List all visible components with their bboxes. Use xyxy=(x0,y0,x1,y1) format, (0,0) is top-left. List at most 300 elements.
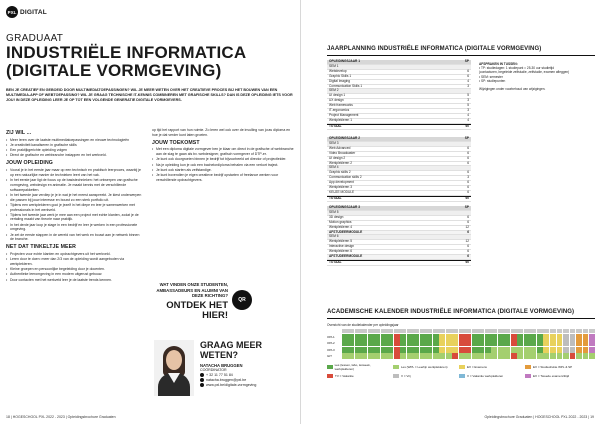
legend-swatch xyxy=(393,374,399,378)
calendar-week-header xyxy=(478,329,484,333)
web-icon xyxy=(200,383,204,387)
calendar-cell xyxy=(394,334,400,340)
calendar-cell xyxy=(589,353,595,359)
legend-label: EX = Studiedrukte WPL & SP xyxy=(533,365,573,370)
note-line: Wijzigingen onder voorbehoud van wijzigingen. xyxy=(479,87,546,92)
table-row: UI design 2 6 xyxy=(329,155,469,160)
calendar-cell xyxy=(550,334,556,340)
notes-box xyxy=(479,62,595,91)
calendar-cell xyxy=(498,340,504,346)
calendar-week-header xyxy=(374,329,380,333)
calendar-cell xyxy=(583,347,589,353)
list-item: • Je kunt ook doorgroeien binnen je bedrijf tot bijvoorbeeld art director of projectleider. xyxy=(152,157,294,162)
legend-swatch xyxy=(327,374,333,378)
calendar-week-header xyxy=(504,329,510,333)
calendar-week-header xyxy=(517,329,523,333)
calendar-cell xyxy=(485,334,491,340)
table-row: TOTAAL 60 xyxy=(329,195,469,200)
calendar-cell xyxy=(557,334,563,340)
section-rule-2 xyxy=(327,318,595,319)
calendar-cell xyxy=(355,340,361,346)
calendar-cell xyxy=(472,340,478,346)
contact-web[interactable] xyxy=(200,383,296,387)
calendar-cell xyxy=(517,347,523,353)
legend-label: Les (lessen, labo, lesweek, werkplekleren) xyxy=(334,363,371,372)
calendar-cell xyxy=(459,353,465,359)
phone-icon xyxy=(200,373,204,377)
calendar-cell xyxy=(550,340,556,346)
calendar-cell xyxy=(413,353,419,359)
calendar-cell xyxy=(420,334,426,340)
table-row: Werkplekleren 6 6 xyxy=(329,249,469,254)
legend-swatch xyxy=(327,365,333,369)
legend-item xyxy=(393,363,453,371)
calendar-cell xyxy=(557,340,563,346)
note-line: • SEM: semester xyxy=(479,74,503,79)
calendar-cell xyxy=(381,334,387,340)
calendar-cell xyxy=(498,353,504,359)
table-row: Werkplekleren 1 4 xyxy=(329,117,469,122)
calendar-cell xyxy=(550,353,556,359)
calendar-cell xyxy=(576,347,582,353)
table-row: TOTAAL 60 xyxy=(329,123,469,128)
legend-label: V = Vrij xyxy=(401,374,411,379)
calendar-cell xyxy=(452,353,458,359)
table-row: Interactive design 6 xyxy=(329,244,469,249)
table-row: UX design 3 xyxy=(329,98,469,103)
calendar-cell xyxy=(348,353,354,359)
calendar-week-header xyxy=(491,329,497,333)
calendar-cell xyxy=(355,334,361,340)
calendar-cell xyxy=(550,347,556,353)
list-item: • Kleine groepen en persoonlijke begeleiding door je docenten. xyxy=(6,267,144,272)
table-row: Graphic Skills 1 6 xyxy=(329,73,469,78)
list-item: • Tijdens een werkplekleren gooi je jezelf in het diepe en leer je samenwerken met professionals in het werkveld. xyxy=(6,203,144,213)
calendar-cell xyxy=(426,340,432,346)
promo-cta: ONTDEK HET HIER! xyxy=(166,299,228,321)
list-item: • Authentieke leeromgeving in een modern uitgerust gebouw. xyxy=(6,272,144,277)
calendar-week-header xyxy=(550,329,556,333)
calendar-cell xyxy=(368,340,374,346)
legend-label: TV = Vakantie xyxy=(335,374,354,379)
list-item: • Door contacten met het werkveld leer je de laatste trends kennen. xyxy=(6,278,144,283)
logo-text: DIGITAL xyxy=(20,8,47,16)
legend-item xyxy=(525,374,585,378)
calendar-cell xyxy=(537,347,543,353)
calendar-cell xyxy=(426,353,432,359)
calendar-cell xyxy=(537,353,543,359)
calendar-cell xyxy=(537,334,543,340)
calendar-row-label: OPL2 xyxy=(327,341,335,346)
list-item: • Je kunt ook starten als zelfstandige. xyxy=(152,168,294,173)
calendar-week-header xyxy=(498,329,504,333)
table-row: TOTAAL 60 xyxy=(329,259,469,264)
contact-title: GRAAG MEER WETEN? xyxy=(200,340,263,360)
list-jouw-opleiding xyxy=(6,168,144,242)
calendar-cell xyxy=(387,340,393,346)
calendar-cell xyxy=(485,353,491,359)
legend-label: EX = Tweede examenzittijd xyxy=(533,374,570,379)
page-title: INDUSTRIËLE INFORMATICA (DIGITALE VORMGEVING) xyxy=(6,43,246,80)
right-page xyxy=(300,0,600,424)
contact-details xyxy=(200,340,296,387)
calendar-week-header xyxy=(537,329,543,333)
email-text: natacha.bruggen@pxl.be xyxy=(206,378,247,382)
legend-swatch xyxy=(459,365,465,369)
calendar-week-header xyxy=(570,329,576,333)
kicker: GRADUAAT xyxy=(6,33,64,44)
calendar-cell xyxy=(452,347,458,353)
legend-item xyxy=(525,363,585,371)
table-row: UI design 1 5 xyxy=(329,93,469,98)
contact-role: COÖRDINATOR xyxy=(200,368,227,372)
list-item: • Meer leren over de laatste multimediatoepassingen en nieuwe technologieën xyxy=(6,138,144,143)
list-item: • Na je opleiding kun je ook een bachelordiploma behalen via een verkort traject. xyxy=(152,163,294,168)
calendar-cell xyxy=(491,353,497,359)
calendar-cell xyxy=(563,347,569,353)
legend-label: V = Vakantie werkplekleren xyxy=(467,374,504,379)
list-item: • Je kunt bovendien je eigen creatieve bedrijf opstarten of freelance werken voor verschillende opdrachtgevers. xyxy=(152,173,294,183)
calendar-cell xyxy=(413,334,419,340)
calendar-cell xyxy=(498,347,504,353)
calendar-cell xyxy=(543,353,549,359)
calendar-cell xyxy=(374,353,380,359)
calendar-week-header xyxy=(407,329,413,333)
legend-swatch xyxy=(459,374,465,378)
calendar-row-label: OPL3 xyxy=(327,347,335,352)
contact-phone[interactable] xyxy=(200,373,296,377)
calendar-cell xyxy=(583,334,589,340)
calendar-cell xyxy=(355,353,361,359)
calendar-cell xyxy=(570,340,576,346)
table-row: Web Advanced 6 xyxy=(329,145,469,150)
calendar-cell xyxy=(400,353,406,359)
phone-text: + 32 11 77 51 84 xyxy=(206,373,233,377)
calendar-week-header xyxy=(420,329,426,333)
legend-swatch xyxy=(393,365,399,369)
email-icon xyxy=(200,378,204,382)
calendar-cell xyxy=(387,347,393,353)
calendar-cell xyxy=(413,340,419,346)
table-row: AFSTUDEERMODULE 6 xyxy=(329,229,469,234)
calendar-cell xyxy=(543,334,549,340)
table-row: Werkplekleren 5 12 xyxy=(329,239,469,244)
calendar-cell xyxy=(557,353,563,359)
calendar-week-header xyxy=(400,329,406,333)
calendar-cell xyxy=(478,347,484,353)
calendar-cell xyxy=(589,347,595,353)
calendar-cell xyxy=(387,353,393,359)
calendar-cell xyxy=(361,334,367,340)
calendar-cell xyxy=(400,334,406,340)
calendar-cell xyxy=(394,353,400,359)
legend-item xyxy=(459,363,519,371)
calendar-week-header xyxy=(530,329,536,333)
calendar-cell xyxy=(570,334,576,340)
calendar-week-header xyxy=(361,329,367,333)
calendar-cell xyxy=(530,340,536,346)
calendar-cell xyxy=(459,340,465,346)
calendar-cell xyxy=(478,334,484,340)
table-row: Video Broadcaster 6 xyxy=(329,150,469,155)
promo-line: WAT VINDEN ONZE STUDENTEN, AMBASSADEURS EN ALUMNI VAN DEZE RICHTING? xyxy=(156,282,228,298)
table-year2 xyxy=(327,137,471,202)
table-row: IT-ergonomics 3 xyxy=(329,108,469,113)
table-row: Web frameworks 5 xyxy=(329,103,469,108)
calendar-cell xyxy=(452,334,458,340)
calendar-cell xyxy=(511,340,517,346)
calendar-cell xyxy=(368,353,374,359)
calendar-cell xyxy=(530,347,536,353)
calendar-cell xyxy=(342,353,348,359)
calendar-week-header xyxy=(583,329,589,333)
calendar-cell xyxy=(583,353,589,359)
calendar-cell xyxy=(342,340,348,346)
calendar-cell xyxy=(374,340,380,346)
calendar-cell xyxy=(576,334,582,340)
table-header: OPLEIDINGSJAAR 1 SP xyxy=(329,59,469,63)
calendar-cell xyxy=(381,340,387,346)
table-year1 xyxy=(327,60,471,130)
section-kalender: ACADEMISCHE KALENDER INDUSTRIËLE INFORMATICA (DIGITALE VORMGEVING) xyxy=(327,309,575,315)
calendar-cell xyxy=(504,353,510,359)
pxl-digital-logo xyxy=(6,6,47,18)
left-footer: 18 | HOGESCHOOL PXL 2022 - 2023 | Opleidingsbrochure Graduaten xyxy=(6,415,116,419)
section-jaarplanning: JAARPLANNING INDUSTRIËLE INFORMATICA (DIGITALE VORMGEVING) xyxy=(327,46,542,52)
calendar-cell xyxy=(394,340,400,346)
calendar-week-header xyxy=(413,329,419,333)
calendar-cell xyxy=(342,347,348,353)
calendar-subtitle: Overzicht van de studiekalender per opleidingsjaar xyxy=(327,323,399,327)
table-row: Motion graphics 6 xyxy=(329,219,469,224)
note-line: • SP: studiepunten xyxy=(479,78,506,83)
calendar-cell xyxy=(394,347,400,353)
calendar-cell xyxy=(439,334,445,340)
calendar-week-header xyxy=(589,329,595,333)
legend-item xyxy=(327,363,387,371)
calendar-week-header xyxy=(439,329,445,333)
table-row: Communication skills 2 3 xyxy=(329,175,469,180)
calendar-cell xyxy=(504,334,510,340)
table-row: SEM 4 xyxy=(327,166,471,171)
calendar-week-header xyxy=(563,329,569,333)
calendar-cell xyxy=(420,353,426,359)
list-item: • In het eerste jaar ligt de focus op de basistechnieken: het ontwerpen van grafische vormgeving, webdesign en animatie. Je maakt kennis met de verschillende softwarepakketten. xyxy=(6,178,144,192)
calendar-week-header xyxy=(368,329,374,333)
calendar-cell xyxy=(387,334,393,340)
table-header: OPLEIDINGSJAAR 2 SP xyxy=(329,136,469,140)
legend-label: EX = Examens xyxy=(467,365,487,370)
note-line: • TP: studiedagen: 1 studiepunt = 25-30 uur studietijd xyxy=(479,66,555,71)
calendar-cell xyxy=(407,334,413,340)
calendar-cell xyxy=(530,334,536,340)
calendar-week-header xyxy=(511,329,517,333)
calendar-week-header xyxy=(433,329,439,333)
calendar-cell xyxy=(583,340,589,346)
calendar-cell xyxy=(400,340,406,346)
calendar-cell xyxy=(459,347,465,353)
list-item: • Projecten voor echte klanten en opdrachtgevers uit het werkveld. xyxy=(6,252,144,257)
legend-item xyxy=(459,374,519,378)
calendar-cell xyxy=(543,340,549,346)
table-row: Digital Imaging 4 xyxy=(329,78,469,83)
calendar-cell xyxy=(446,334,452,340)
table-row: SEM 6 xyxy=(327,235,471,240)
calendar-cell xyxy=(524,340,530,346)
calendar-cell xyxy=(491,334,497,340)
calendar-cell xyxy=(511,353,517,359)
calendar-cell xyxy=(348,347,354,353)
calendar-cell xyxy=(374,347,380,353)
heading-jouw-toekomst: JOUW TOEKOMST xyxy=(152,139,200,146)
list-item: • In het tweede jaar verdiep je je in wat je het meest aanspreekt. Je kiest onderwerpen die passen bij jouw interesse en bouwt zo een sterk portfolio uit. xyxy=(6,193,144,203)
calendar-cell xyxy=(517,334,523,340)
list-item: • Met een diploma digitale vormgever ben je klaar om direct in de grafische of webbranche aan de slag te gaan als bv. webdesigner, grafisch vormgever of DTP-er. xyxy=(152,147,294,157)
calendar-cell xyxy=(472,347,478,353)
calendar-cell xyxy=(563,353,569,359)
calendar-cell xyxy=(433,347,439,353)
col2-intro: op tijd het rapport van hun ruimte. Zo leren wel ook over de invulling van jouw diploma en hoe je dat verder kunt laten groeien. xyxy=(152,128,291,137)
calendar-cell xyxy=(543,347,549,353)
calendar-cell xyxy=(485,340,491,346)
calendar-cell xyxy=(426,334,432,340)
calendar-cell xyxy=(570,353,576,359)
calendar-week-header xyxy=(381,329,387,333)
note-line: (contacturen, begeleide zelfstudie, zelfstudie, examen afleggen) xyxy=(479,70,570,75)
heading-tinkeltje: NET DAT TINKELTJE MEER xyxy=(6,244,77,251)
calendar-cell xyxy=(563,340,569,346)
calendar-cell xyxy=(420,340,426,346)
calendar-cell xyxy=(348,340,354,346)
table-row: Werkplekleren 4 12 xyxy=(329,224,469,229)
calendar-cell xyxy=(491,347,497,353)
table-row: Communication Skills 1 3 xyxy=(329,83,469,88)
legend-item xyxy=(327,374,387,378)
calendar-cell xyxy=(524,334,530,340)
list-tinkeltje xyxy=(6,252,144,282)
calendar-cell xyxy=(524,353,530,359)
calendar-cell xyxy=(439,340,445,346)
heading-zij-wil: ZIJ WIL ... xyxy=(6,130,32,136)
calendar-cell xyxy=(361,353,367,359)
calendar-cell xyxy=(530,353,536,359)
calendar-cell xyxy=(570,347,576,353)
table-row: SEM 5 xyxy=(327,211,471,216)
calendar-cell xyxy=(478,353,484,359)
list-item: • Tijdens het tweede jaar werk je mee aan een project met echte klanten, zodat je de vertaling maakt van theorie naar praktijk. xyxy=(6,213,144,223)
calendar-week-header xyxy=(459,329,465,333)
calendar-cell xyxy=(517,340,523,346)
list-item: • Direct de grafische en webbranche instappen en het werkveld. xyxy=(6,153,144,158)
calendar-cell xyxy=(433,334,439,340)
contact-email[interactable] xyxy=(200,378,296,382)
calendar-cell xyxy=(465,334,471,340)
calendar-cell xyxy=(446,340,452,346)
calendar-cell xyxy=(433,340,439,346)
calendar-cell xyxy=(524,347,530,353)
calendar-week-header xyxy=(485,329,491,333)
table-row: Webdevelop 6 xyxy=(329,68,469,73)
table-row: AFSTUDEERMODULE 6 xyxy=(329,254,469,259)
table-row: KEUZE MODULE 6 xyxy=(329,189,469,194)
calendar-week-header xyxy=(387,329,393,333)
calendar-cell xyxy=(485,347,491,353)
table-row: SEM 3 xyxy=(327,142,471,147)
calendar-week-header xyxy=(348,329,354,333)
lead-paragraph: BEN JE CREATIEF EN GEBOEID DOOR MULTIMEDIATOEPASSINGEN? WIL JE MEER WETEN OVER HET CREATIEVE PROCES BIJ HET BOUWEN VAN EEN MULTIMEDIA-APP OF WEBTOEPASSING? WIL JE GRAAG TECHNISCHE IT-KENNIS COMBINEREN MET GRAFISCHE SKILLS? DAN IS DEZE OPLEIDING IETS VOOR JOU! IN DEZE OPLEIDING LEER JE OP TOT EEN VOLGENDE GENERATIE DIGITALE VORMGEVERS. xyxy=(6,88,293,103)
calendar-week-header xyxy=(342,329,348,333)
calendar-week-header xyxy=(394,329,400,333)
list-jouw-toekomst xyxy=(152,147,294,182)
calendar-grid xyxy=(327,329,595,359)
list-item: • Je creativiteit kanaliseren in grafische skills xyxy=(6,143,144,148)
calendar-cell xyxy=(407,340,413,346)
calendar-week-header xyxy=(543,329,549,333)
table-row: Werkplekleren 3 6 xyxy=(329,185,469,190)
calendar-cell xyxy=(465,340,471,346)
pxl-logo-icon: PXL xyxy=(6,6,18,18)
notes-lines xyxy=(479,66,595,91)
legend-swatch xyxy=(525,374,531,378)
list-item: • In het derde jaar loop je stage in een bedrijf en leer je werken in een professionele omgeving. xyxy=(6,223,144,233)
calendar-week-header xyxy=(472,329,478,333)
calendar-cell xyxy=(433,353,439,359)
legend-label: Les (WPL = Leerlijn werkplekleren) xyxy=(401,365,448,370)
heading-jouw-opleiding: JOUW OPLEIDING xyxy=(6,160,53,167)
legend-item xyxy=(393,374,453,378)
legend-swatch xyxy=(525,365,531,369)
calendar-cell xyxy=(511,334,517,340)
calendar-cell xyxy=(478,340,484,346)
calendar-cell xyxy=(381,353,387,359)
calendar-cell xyxy=(517,353,523,359)
calendar-cell xyxy=(459,334,465,340)
web-text: www.pxl.be/digitale-vormgeving xyxy=(206,383,257,387)
calendar-cell xyxy=(498,334,504,340)
calendar-cell xyxy=(348,334,354,340)
section-rule xyxy=(327,55,595,56)
table-row: Werkplekleren 2 6 xyxy=(329,160,469,165)
calendar-week-header xyxy=(557,329,563,333)
list-item: • Vooral je in het eerste jaar maar op een technisch en praktisch leerproces, waarbij je op een natuurlijke manier de technieken leert van het vak. xyxy=(6,168,144,178)
calendar-row-label: OPL1 xyxy=(327,334,335,339)
calendar-week-header xyxy=(524,329,530,333)
academic-calendar xyxy=(327,323,595,378)
calendar-cell xyxy=(439,353,445,359)
table-header: OPLEIDINGSJAAR 3 SP xyxy=(329,205,469,209)
calendar-cell xyxy=(465,347,471,353)
calendar-cell xyxy=(491,340,497,346)
calendar-week-header xyxy=(446,329,452,333)
contact-name: NATACHA BRUGGEN xyxy=(200,363,243,368)
calendar-cell xyxy=(589,340,595,346)
list-item: • Een praktijkgerichte opleiding volgen xyxy=(6,148,144,153)
calendar-row-label: GIT xyxy=(327,354,332,359)
list-item: • Leren door te doen: meer dan 2/3 van de opleiding wordt aangeboden via werkplekleren. xyxy=(6,257,144,267)
table-row: Graphic skills 2 6 xyxy=(329,170,469,175)
list-item: • Je zet de eerste stappen in de wereld van het werk en bouwt aan je netwerk binnen de branche. xyxy=(6,233,144,243)
calendar-week-header xyxy=(465,329,471,333)
calendar-cell xyxy=(374,334,380,340)
qr-badge-icon[interactable]: QR xyxy=(232,290,252,310)
calendar-cell xyxy=(511,347,517,353)
calendar-cell xyxy=(504,340,510,346)
calendar-cell xyxy=(537,340,543,346)
table-year3 xyxy=(327,206,471,266)
contact-photo xyxy=(154,340,194,396)
calendar-cell xyxy=(557,347,563,353)
calendar-cell xyxy=(420,347,426,353)
